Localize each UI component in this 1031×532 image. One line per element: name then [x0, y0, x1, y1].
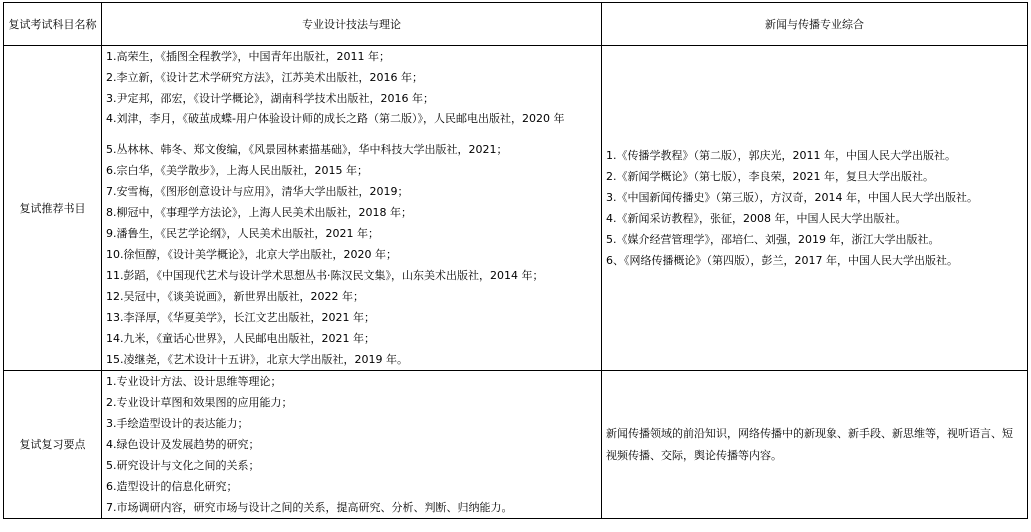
design-book-item: 1.高荣生，《插图全程教学》，中国青年出版社，2011 年；	[106, 50, 390, 63]
design-book-item: 8.柳冠中，《事理学方法论》，上海人民美术出版社，2018 年；	[106, 206, 412, 219]
news-book-item: 5.《媒介经营管理学》，邵培仁、刘强，2019 年，浙江大学出版社。	[606, 233, 940, 246]
design-review-item: 4.绿色设计及发展趋势的研究；	[106, 438, 260, 451]
design-book-item: 13.李泽厚，《华夏美学》，长江文艺出版社，2021 年；	[106, 311, 375, 324]
design-book-item: 6.宗白华，《美学散步》，上海人民出版社，2015 年；	[106, 164, 368, 177]
design-review-item: 3.手绘造型设计的表达能力；	[106, 417, 249, 430]
news-book-item: 6、《网络传播概论》（第四版），彭兰，2017 年，中国人民大学出版社。	[606, 254, 958, 267]
books-row-label: 复试推荐书目	[4, 46, 102, 371]
news-book-item: 4.《新闻采访教程》，张征，2008 年，中国人民大学出版社。	[606, 212, 907, 225]
news-book-item: 1.《传播学教程》（第二版），郭庆光，2011 年，中国人民大学出版社。	[606, 149, 956, 162]
design-book-item: 9.潘鲁生，《民艺学论纲》，人民美术出版社，2021 年；	[106, 227, 379, 240]
review-row-label: 复试复习要点	[4, 371, 102, 519]
design-review-item: 6.造型设计的信息化研究；	[106, 480, 238, 493]
header-subject-name: 复试考试科目名称	[4, 3, 102, 46]
design-book-item: 12.吴冠中，《谈美说画》，新世界出版社，2022 年；	[106, 290, 364, 303]
news-book-list	[602, 46, 1028, 371]
header-news-subject: 新闻与传播专业综合	[602, 3, 1028, 46]
exam-reference-table	[3, 2, 1028, 519]
design-book-item: 3.尹定邦，邵宏，《设计学概论》，湖南科学技术出版社，2016 年；	[106, 92, 434, 105]
design-book-item: 4.刘津，李月，《破茧成蝶-用户体验设计师的成长之路（第二版）》，人民邮电出版社，2020 年	[106, 112, 565, 125]
news-review-cell	[602, 371, 1028, 519]
news-book-item: 3.《中国新闻传播史》（第三版），方汉奇，2014 年，中国人民大学出版社。	[606, 191, 978, 204]
design-review-item: 1.专业设计方法、设计思维等理论；	[106, 375, 282, 388]
design-book-item: 5.丛林林、韩冬、郑文俊编，《风景园林素描基础》，华中科技大学出版社，2021；	[106, 143, 508, 156]
design-review-item: 7.市场调研内容，研究市场与设计之间的关系，提高研究、分析、判断、归纳能力。	[106, 501, 513, 514]
design-book-list	[102, 46, 602, 371]
design-book-item: 11.彭蹈，《中国现代艺术与设计学术思想丛书·陈汉民文集》，山东美术出版社，2014 年；	[106, 269, 544, 282]
news-review-text: 新闻传播领域的前沿知识，网络传播中的新现象、新手段、新思维等，视听语言、短视频传播、交际，舆论传播等内容。	[606, 426, 1013, 462]
news-book-item: 2.《新闻学概论》（第七版），李良荣，2021 年，复旦大学出版社。	[606, 170, 934, 183]
design-review-item: 2.专业设计草图和效果图的应用能力；	[106, 396, 293, 409]
design-book-item: 2.李立新，《设计艺术学研究方法》，江苏美术出版社，2016 年；	[106, 71, 423, 84]
books-row	[4, 46, 1028, 371]
design-book-item: 14.九米，《童话心世界》，人民邮电出版社，2021 年；	[106, 332, 375, 345]
design-review-item: 5.研究设计与文化之间的关系；	[106, 459, 260, 472]
header-design-subject: 专业设计技法与理论	[102, 3, 602, 46]
design-book-item: 15.凌继尧，《艺术设计十五讲》，北京大学出版社，2019 年。	[106, 353, 408, 366]
review-row	[4, 371, 1028, 519]
design-review-list	[102, 371, 602, 519]
design-book-item: 10.徐恒醇，《设计美学概论》，北京大学出版社，2020 年；	[106, 248, 397, 261]
header-row	[4, 3, 1028, 46]
design-book-item: 7.安雪梅，《图形创意设计与应用》，清华大学出版社，2019；	[106, 185, 409, 198]
